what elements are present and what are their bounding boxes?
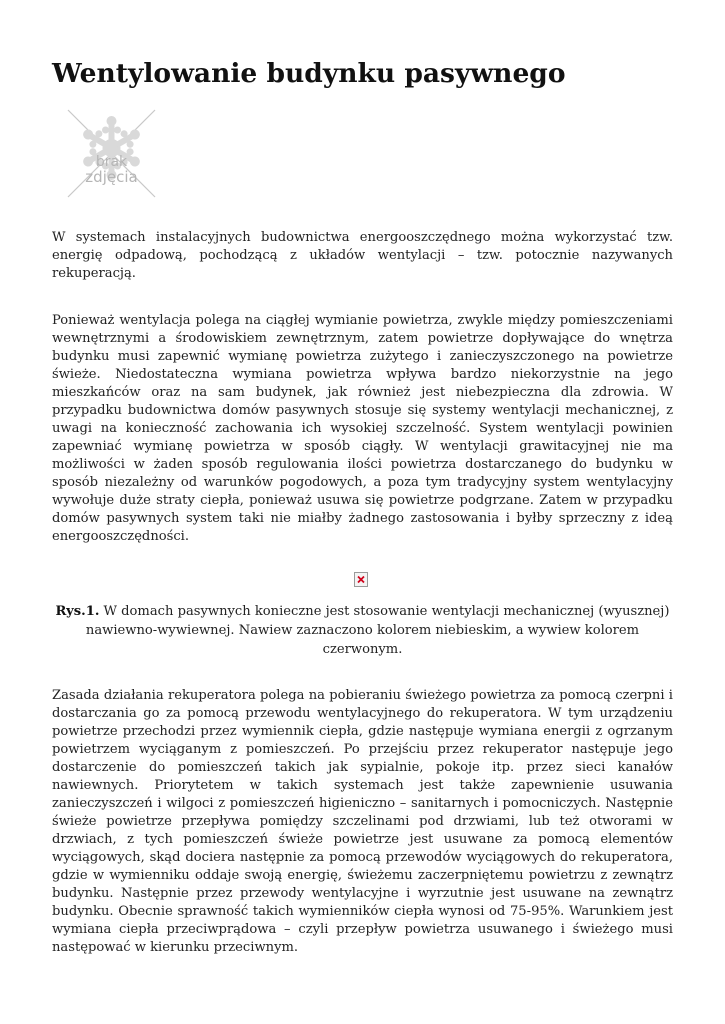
- broken-image-icon: [354, 572, 368, 587]
- page-title: Wentylowanie budynku pasywnego: [52, 58, 566, 89]
- paragraph-ventilation: Ponieważ wentylacja polega na ciągłej wymianie powietrza, zwykle między pomieszczeniami wewnętrznymi a środowiskiem zewnętrznym, zatem powietrze dopływające do wnętrza budynku musi zapewnić wymianę powietrza zużytego i zanieczyszczonego na powietrze świeże. Niedostateczna wymiana powietrza wpływa bardzo niekorzystnie na jego mieszkańców oraz na sam budynek, jak również jest niebezpieczna dla zdrowia. W przypadku budownictwa domów pasywnych stosuje się systemy wentylacji mechanicznej, z uwagi na konieczność zachowania ich wysokiej szczelność. System wentylacji powinien zapewniać wymianę powietrza w sposób ciągły. W wentylacji grawitacyjnej nie ma możliwości w żaden sposób regulowania ilości powietrza dostarczanego do budynku w sposób niezależny od warunków pogodowych, a poza tym tradycyjny system wentylacyjny wywołuje duże straty ciepła, ponieważ usuwa się powietrze podgrzane. Zatem w przypadku domów pasywnych system taki nie miałby żadnego zastosowania i byłby sprzeczny z ideą energooszczędności.: [52, 313, 673, 544]
- paragraph-intro: W systemach instalacyjnych budownictwa energooszczędnego można wykorzystać tzw. energię odpadową, pochodzącą z układów wentylacji – tzw. potocznie nazywanych rekuperacją.: [52, 230, 673, 281]
- placeholder-text-line2: zdjęcia: [85, 168, 138, 186]
- placeholder-image: [66, 108, 157, 199]
- placeholder-text-line1: brak: [95, 154, 128, 170]
- caption-label: Rys.1.: [55, 604, 100, 619]
- figure-caption: [52, 602, 673, 659]
- caption-text: W domach pasywnych konieczne jest stosowanie wentylacji mechanicznej (wyusznej) nawiewno-wywiewnej. Nawiew zaznaczono kolorem niebieskim, a wywiew kolorem czerwonym.: [85, 604, 670, 657]
- paragraph-recuperator: Zasada działania rekuperatora polega na pobieraniu świeżego powietrza za pomocą czerpni i dostarczania go za pomocą przewodu wentylacyjnego do rekuperatora. W tym urządzeniu powietrze przechodzi przez wymiennik ciepła, gdzie następuje wymiana energii z ogrzanym powietrzem wyciąganym z pomieszczeń. Po przejściu przez rekuperator następuje jego dostarczenie do pomieszczeń takich jak sypialnie, pokoje itp. przez sieci kanałów nawiewnych. Priorytetem w takich systemach jest także zapewnienie usuwania zanieczyszczeń i wilgoci z pomieszczeń higieniczno – sanitarnych i pomocniczych. Następnie świeże powietrze przepływa pomiędzy szczelinami pod drzwiami, lub też otworami w drzwiach, z tych pomieszczeń świeże powietrze jest usuwane za pomocą elementów wyciągowych, skąd dociera następnie za pomocą przewodów wyciągowych do rekuperatora, gdzie w wymienniku oddaje swoją energię, świeżemu zaczerpniętemu powietrzu z zewnątrz budynku. Następnie przez przewody wentylacyjne i wyrzutnie jest usuwane na zewnątrz budynku. Obecnie sprawność takich wymienników ciepła wynosi od 75-95%. Warunkiem jest wymiana ciepła przeciwprądowa – czyli przepływ powietrza usuwanego i świeżego musi następować w kierunku przeciwnym.: [52, 688, 673, 955]
